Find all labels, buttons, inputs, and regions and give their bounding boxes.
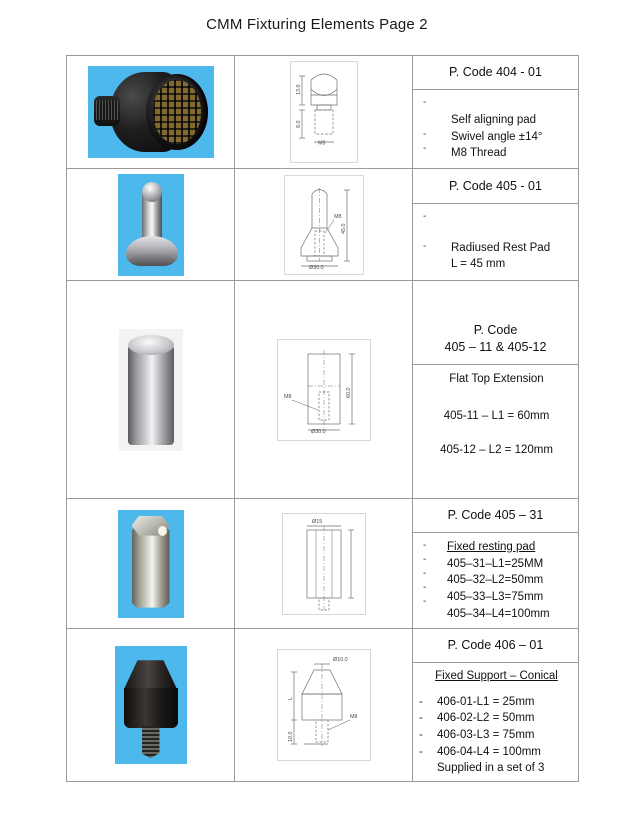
spec-line: Swivel angle ±14° <box>451 130 543 143</box>
spec-line: 406-01-L1 = 25mm <box>437 695 535 708</box>
drawing-cell <box>235 629 413 782</box>
dimension-label: M8 <box>349 714 357 721</box>
drawing-cell <box>235 56 413 169</box>
page-title: CMM Fixturing Elements Page 2 <box>206 16 428 33</box>
spec-line: L = 45 mm <box>451 258 506 271</box>
spec-body <box>413 204 578 279</box>
fixturing-elements-table <box>66 55 579 782</box>
self-aligning-pad-photo <box>88 66 214 158</box>
spec-cell <box>413 281 579 499</box>
list-item <box>419 760 574 777</box>
spec-line: Radiused Rest Pad <box>451 241 551 254</box>
spec-body <box>413 90 578 168</box>
dimension-label: Ø30.0 <box>308 264 324 271</box>
fixed-resting-pad-photo <box>118 510 184 618</box>
radiused-rest-pad-photo <box>118 174 184 276</box>
spec-line: M8 Thread <box>451 147 507 160</box>
spec-line: 405–34–L4=100mm <box>447 607 550 620</box>
spec-cell <box>413 169 579 281</box>
spec-cell <box>413 629 579 782</box>
fixed-support-conical-drawing <box>277 649 371 761</box>
photo-cell <box>67 56 235 169</box>
spec-line: 405-11 – L1 = 60mm <box>443 409 550 422</box>
product-code: P. Code 405 - 01 <box>413 170 578 204</box>
self-aligning-pad-drawing <box>290 61 358 163</box>
table-row <box>67 169 579 281</box>
spec-line: Flat Top Extension <box>449 372 544 385</box>
spec-line: 406-03-L3 = 75mm <box>437 729 535 742</box>
flat-top-extension-photo <box>119 329 183 451</box>
product-code: P. Code 406 – 01 <box>413 629 578 663</box>
spec-line: 406-04-L4 = 100mm <box>437 745 541 758</box>
dash-markers: - - <box>423 210 427 252</box>
drawing-cell <box>235 169 413 281</box>
spec-line: 406-02-L2 = 50mm <box>437 712 535 725</box>
flat-top-extension-drawing <box>277 339 371 441</box>
list-item: - 406-01-L1 = 25mm <box>419 694 574 711</box>
dimension-label: 45.0 <box>340 223 347 234</box>
spec-cell <box>413 499 579 629</box>
table-row <box>67 56 579 169</box>
spec-item-list <box>419 694 574 777</box>
list-item: - 406-02-L2 = 50mm <box>419 710 574 727</box>
photo-cell <box>67 169 235 281</box>
spec-cell <box>413 56 579 169</box>
product-code <box>413 314 578 365</box>
spec-body <box>413 663 578 781</box>
spec-heading: Fixed resting pad <box>447 540 536 553</box>
table-row <box>67 281 579 499</box>
dimension-label: 60.0 <box>345 387 352 398</box>
fixed-support-conical-photo <box>115 646 187 764</box>
product-code: P. Code 404 - 01 <box>413 56 578 90</box>
table-row <box>67 629 579 782</box>
list-item: - 406-04-L4 = 100mm <box>419 744 574 761</box>
photo-cell <box>67 499 235 629</box>
dimension-label: Ø30.0 <box>310 428 326 435</box>
dimension-label: M8 <box>283 393 291 400</box>
drawing-cell <box>235 281 413 499</box>
dimension-label: 8.0 <box>295 120 302 128</box>
photo-cell <box>67 629 235 782</box>
spec-line: Self aligning pad <box>451 113 537 126</box>
spec-line: 405-12 – L2 = 120mm <box>440 444 553 457</box>
dimension-label: Ø10.0 <box>332 657 348 664</box>
radiused-rest-pad-drawing <box>284 175 364 275</box>
table-row <box>67 499 579 629</box>
dash-markers: - - - <box>423 96 427 154</box>
product-code-line2: 405 – 11 & 405-12 <box>444 339 547 354</box>
spec-body <box>413 533 578 628</box>
product-code: P. Code 405 – 31 <box>413 499 578 533</box>
list-item: - 406-03-L3 = 75mm <box>419 727 574 744</box>
drawing-cell <box>235 499 413 629</box>
dimension-label: 10.0 <box>287 731 294 743</box>
spec-body <box>413 365 578 465</box>
dash-markers: - - - - - <box>423 539 427 607</box>
spec-footer: Supplied in a set of 3 <box>437 762 545 775</box>
spec-heading: Fixed Support – Conical <box>435 670 558 683</box>
spec-line: 405–32–L2=50mm <box>447 574 544 587</box>
dimension-label: L <box>287 697 294 701</box>
fixed-resting-pad-drawing <box>282 513 366 615</box>
photo-cell <box>67 281 235 499</box>
spec-line: 405–31–L1=25MM <box>447 557 544 570</box>
product-code-line1: P. Code <box>473 323 518 338</box>
spec-line: 405–33–L3=75mm <box>447 590 544 603</box>
dimension-label: Ø15 <box>311 518 322 525</box>
dimension-label: M8 <box>333 213 341 220</box>
dimension-label: 13.0 <box>295 84 302 95</box>
dimension-label: M8 <box>317 140 325 147</box>
